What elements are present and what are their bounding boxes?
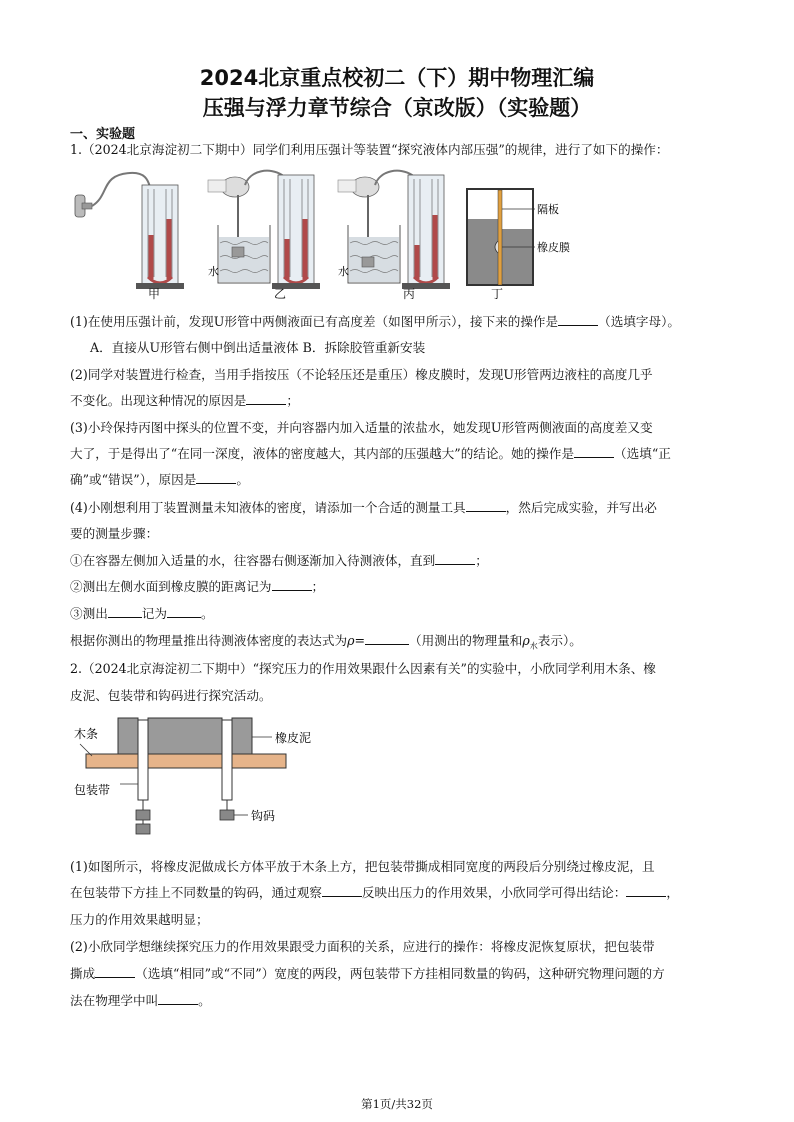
answer-blank [626, 884, 666, 897]
q2-part2-line1: (2)小欣同学想继续探究压力的作用效果跟受力面积的关系，应进行的操作：将橡皮泥恢复原状，把包装带 [70, 939, 655, 954]
q1-part2-line1: (2)同学对装置进行检查，当用手指按压（不论轻压还是重压）橡皮膜时，发现U形管两边液柱的高度几乎 [70, 367, 653, 382]
answer-blank [108, 605, 142, 618]
q2-stem-line1: 2.（2024北京海淀初二下期中）“探究压力的作用效果跟什么因素有关”的实验中，小欣同学利用木条、橡 [70, 661, 656, 676]
label-water-b: 水 [208, 265, 219, 278]
label-membrane: 橡皮膜 [537, 241, 570, 254]
q1-stem: 1.（2024北京海淀初二下期中）同学们利用压强计等装置“探究液体内部压强”的规律，进行了如下的操作： [70, 142, 669, 157]
answer-blank [466, 499, 506, 512]
answer-blank [574, 445, 614, 458]
q2-figure [70, 712, 340, 840]
label-strap: 包装带 [74, 783, 111, 797]
q2-part1-line3: 压力的作用效果越明显； [70, 912, 209, 927]
figure-yi-apparatus [208, 171, 320, 289]
label-wood: 木条 [74, 727, 99, 741]
figure-bing-apparatus [338, 171, 450, 289]
q1-expression: 根据你测出的物理量推出待测液体密度的表达式为ρ= （用测出的物理量和$\rho_水$表示）。 [70, 633, 582, 651]
q2-part2-line2: 撕成 （选填“相同”或“不同”）宽度的两段，两包装带下方挂相同数量的钩码，这种研究物理问题的方 [70, 966, 665, 981]
q1-step2: ②测出左侧水面到橡皮膜的距离记为 ； [70, 579, 325, 594]
section-heading: 一、实验题 [70, 127, 136, 142]
q2-part1-line1: (1)如图所示，将橡皮泥做成长方体平放于木条上方，把包装带撕成相同宽度的两段后分别绕过橡皮泥，且 [70, 859, 655, 874]
page-title-line1: 2024北京重点校初二（下）期中物理汇编 [199, 66, 595, 90]
q1-part4-line1: (4)小刚想利用丁装置测量未知液体的密度，请添加一个合适的测量工具 ，然后完成实验，并写出必 [70, 500, 657, 515]
q2-stem-line2: 皮泥、包装带和钩码进行探究活动。 [70, 688, 272, 703]
label-partition: 隔板 [537, 203, 559, 216]
q1-part1: (1)在使用压强计前，发现U形管中两侧液面已有高度差（如图甲所示），接下来的操作是 （选填字母）。 [70, 314, 680, 329]
q1-part3-line1: (3)小玲保持丙图中探头的位置不变，并向容器内加入适量的浓盐水，她发现U形管两侧液面的高度差又变 [70, 420, 653, 435]
answer-blank [167, 605, 201, 618]
answer-blank [158, 992, 198, 1005]
q1-part4-line2: 要的测量步骤： [70, 526, 159, 541]
label-clay: 橡皮泥 [275, 731, 312, 745]
page-footer: 第1页/共32页 [361, 1097, 433, 1111]
q1-step1: ①在容器左侧加入适量的水，往容器右侧逐渐加入待测液体，直到 ； [70, 553, 488, 568]
answer-blank [365, 632, 409, 645]
caption-yi: 乙 [273, 287, 286, 301]
q1-part3-line3: 确”或“错误”），原因是 。 [70, 472, 249, 487]
answer-blank [272, 578, 312, 591]
page-title-line2: 压强与浮力章节综合（京改版）（实验题） [202, 96, 592, 120]
label-weight: 钩码 [251, 809, 276, 823]
caption-bing: 丙 [402, 287, 415, 301]
figure-jia-apparatus [75, 173, 184, 289]
answer-blank [558, 313, 598, 326]
q2-part2-line3: 法在物理学中叫 。 [70, 993, 211, 1008]
q1-step3: ③测出 记为 。 [70, 606, 214, 621]
q1-part3-line2: 大了，于是得出了“在同一深度，液体的密度越大，其内部的压强越大”的结论。她的操作是 （选填“正 [70, 446, 671, 461]
answer-blank [196, 471, 236, 484]
q2-part1-line2: 在包装带下方挂上不同数量的钩码，通过观察 反映出压力的作用效果，小欣同学可得出结论： ， [70, 885, 679, 900]
q1-options: A．直接从U形管右侧中倒出适量液体 B．拆除胶管重新安装 [90, 340, 426, 355]
answer-blank [95, 965, 135, 978]
label-water-c: 水 [338, 265, 349, 278]
figure-ding-apparatus [467, 189, 570, 285]
answer-blank [322, 884, 362, 897]
caption-ding: 丁 [490, 287, 503, 301]
q1-part2-line2: 不变化。出现这种情况的原因是 ； [70, 393, 299, 408]
answer-blank [435, 552, 475, 565]
answer-blank [246, 392, 286, 405]
q1-figure [70, 165, 570, 305]
caption-jia: 甲 [147, 287, 160, 301]
